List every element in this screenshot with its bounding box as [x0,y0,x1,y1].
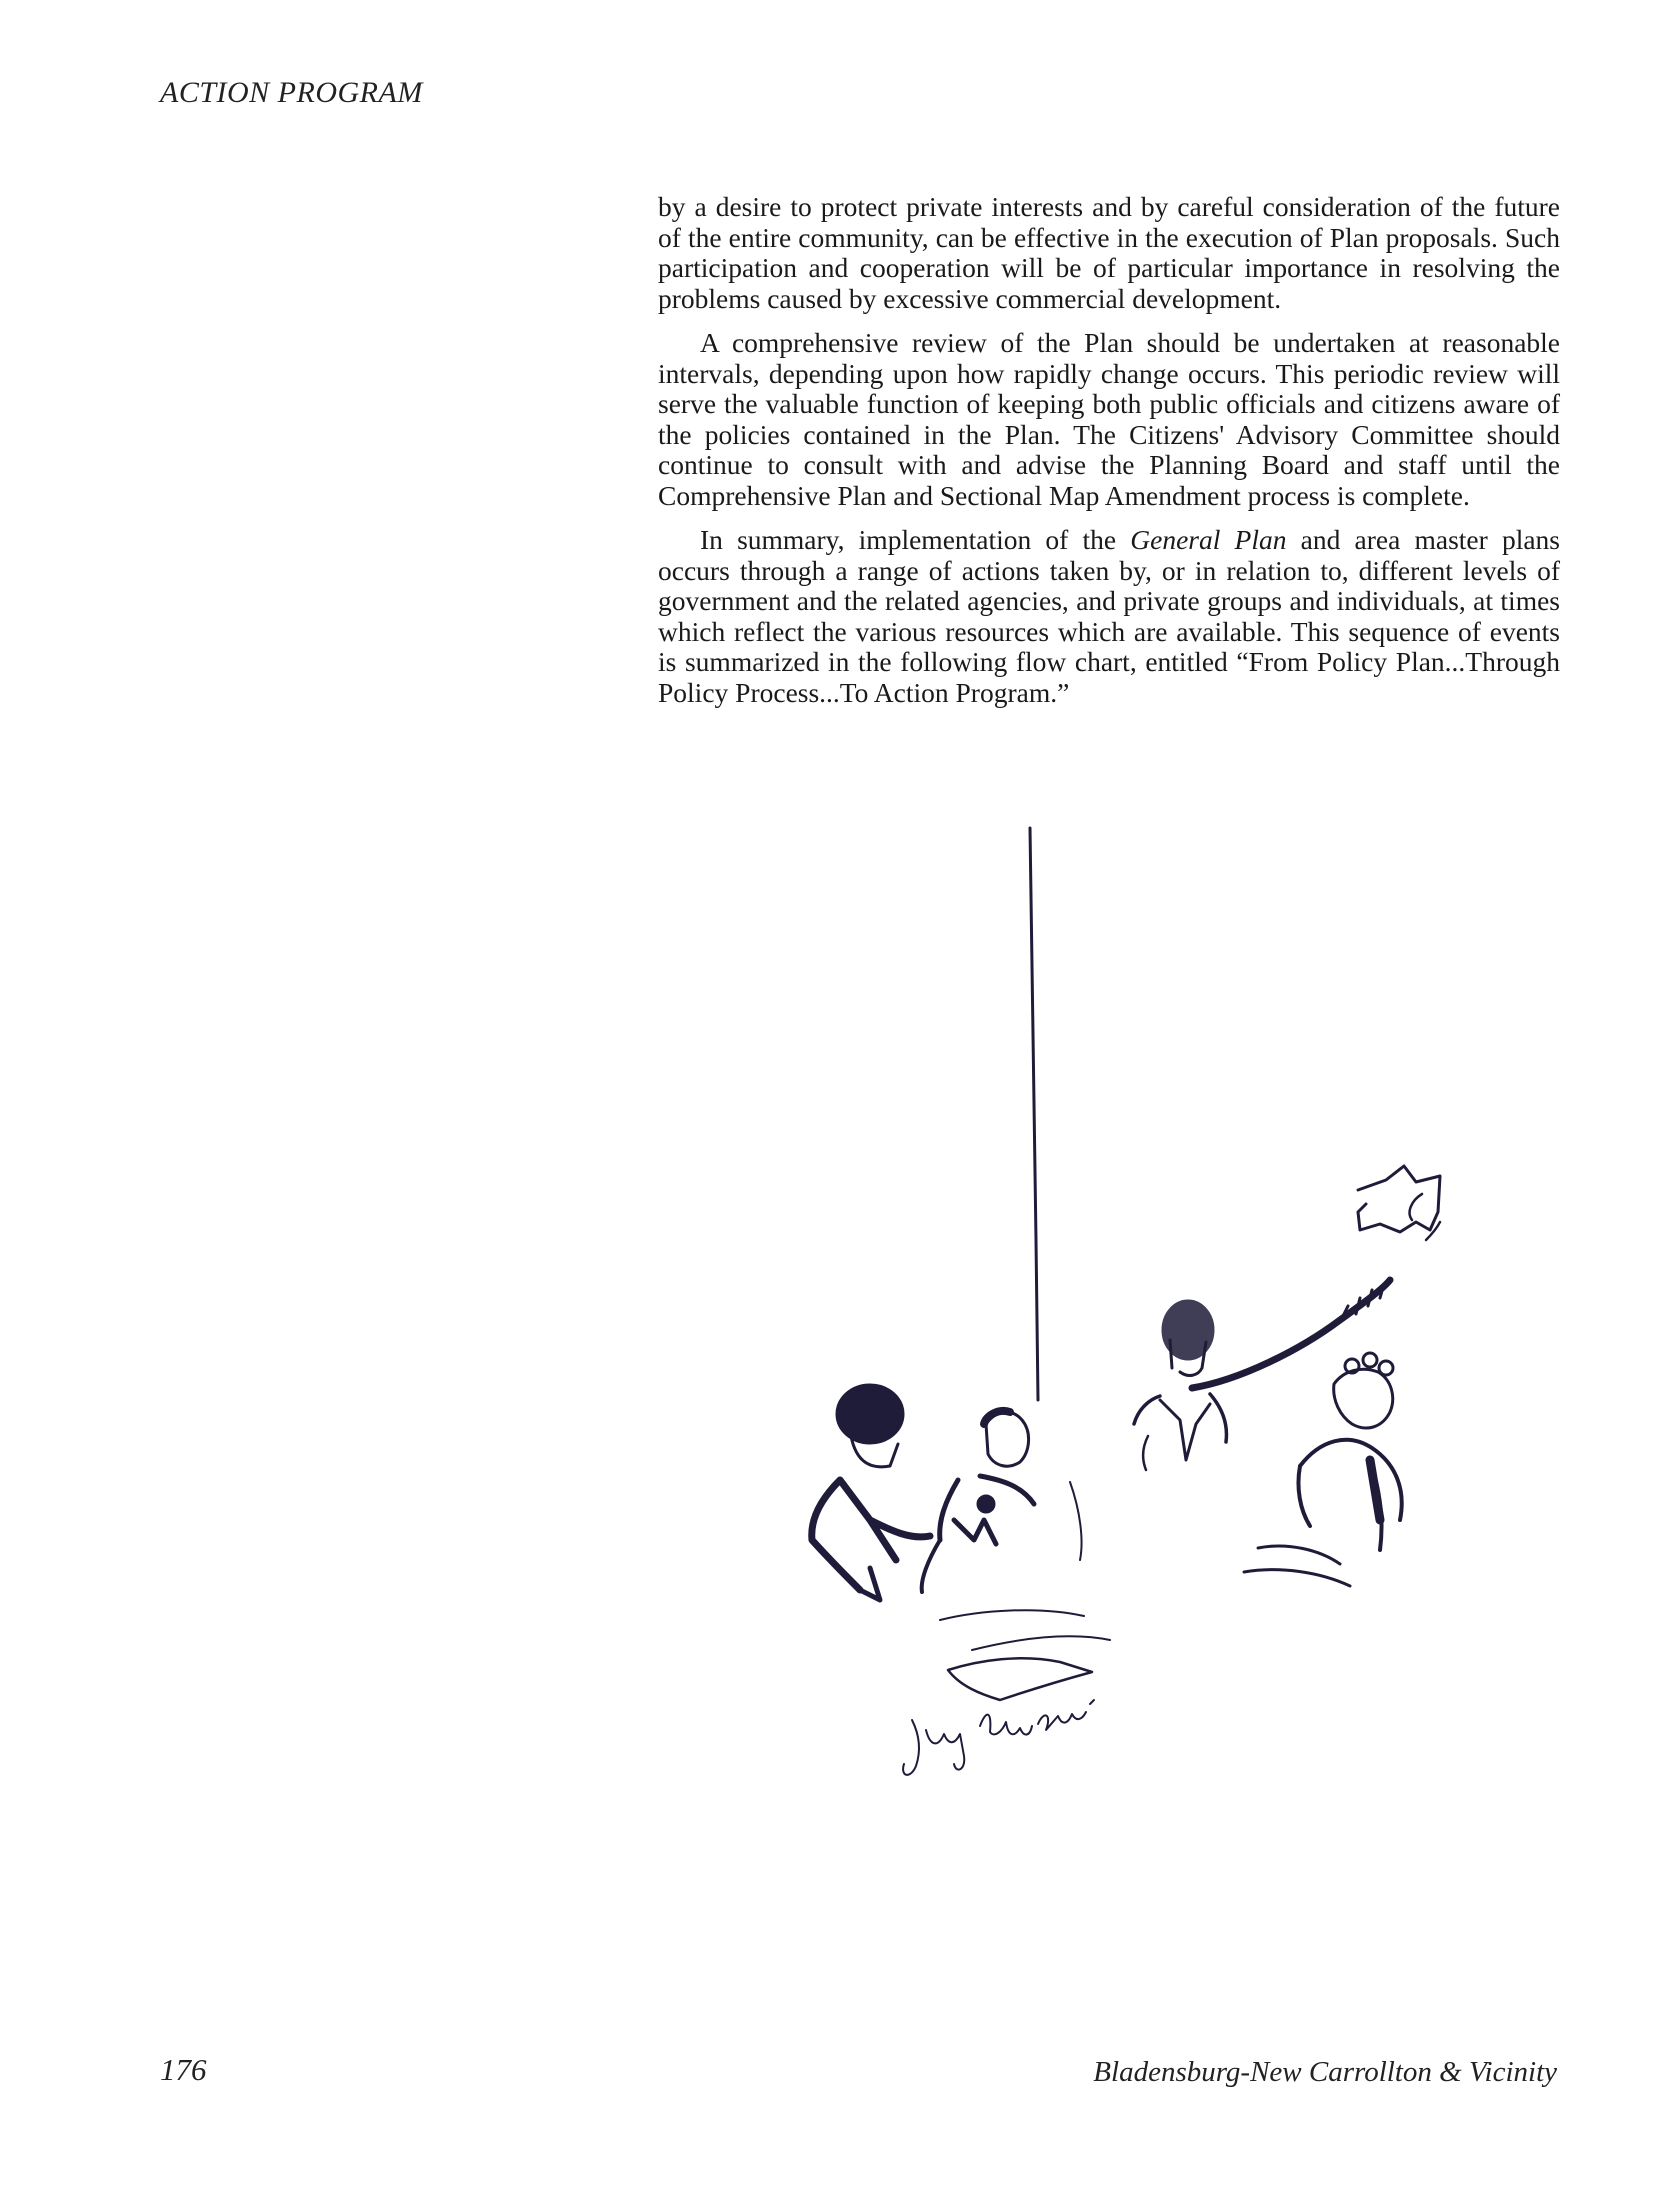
running-head: ACTION PROGRAM [160,76,423,109]
sketch-vertical-line [1030,828,1038,1400]
sketch-signature [903,1700,1094,1775]
summary-italic-title: General Plan [1130,524,1287,555]
summary-rest: and area master plans occurs through a range of actions taken by, or in relation to, different levels of government and the related agencies, and private groups and individuals, at times which reflect the various resources which are available. This sequence of events is summarized in the following flow chart, entitled “From Policy Plan...Through Policy Process...To Action Program.” [658,524,1560,708]
paragraph-continued: by a desire to protect private interests and by careful consideration of the future of the entire community, can be effective in the execution of Plan proposals. Such participation and cooperation will be of particular importance in resolving the problems caused by excessive commercial development. [658,191,1560,314]
sketch-pointing-arm [1192,1280,1390,1388]
meeting-sketch-illustration [740,820,1480,1780]
sketch-table [940,1482,1110,1650]
sketch-papers [948,1658,1092,1700]
sketch-seated-person-middle [922,1411,1034,1592]
footer-title: Bladensburg-New Carrollton & Vicinity [1093,2056,1557,2088]
body-text [658,192,1560,722]
sketch-seated-person-left [812,1384,930,1600]
sketch-seated-person-right [1244,1353,1402,1586]
sketch-wall-chart [1358,1166,1440,1232]
page-number: 176 [160,2052,207,2087]
paragraph-review: A comprehensive review of the Plan should be undertaken at reasonable intervals, depending upon how rapidly change occurs. This periodic review will serve the valuable function of keeping both public officials and citizens aware of the policies contained in the Plan. The Citizens' Advisory Committee should continue to consult with and advise the Planning Board and staff until the Comprehensive Plan and Sectional Map Amendment process is complete. [658,327,1560,511]
paragraph-summary [658,525,1560,708]
summary-lead: In summary, implementation of the [700,524,1131,555]
